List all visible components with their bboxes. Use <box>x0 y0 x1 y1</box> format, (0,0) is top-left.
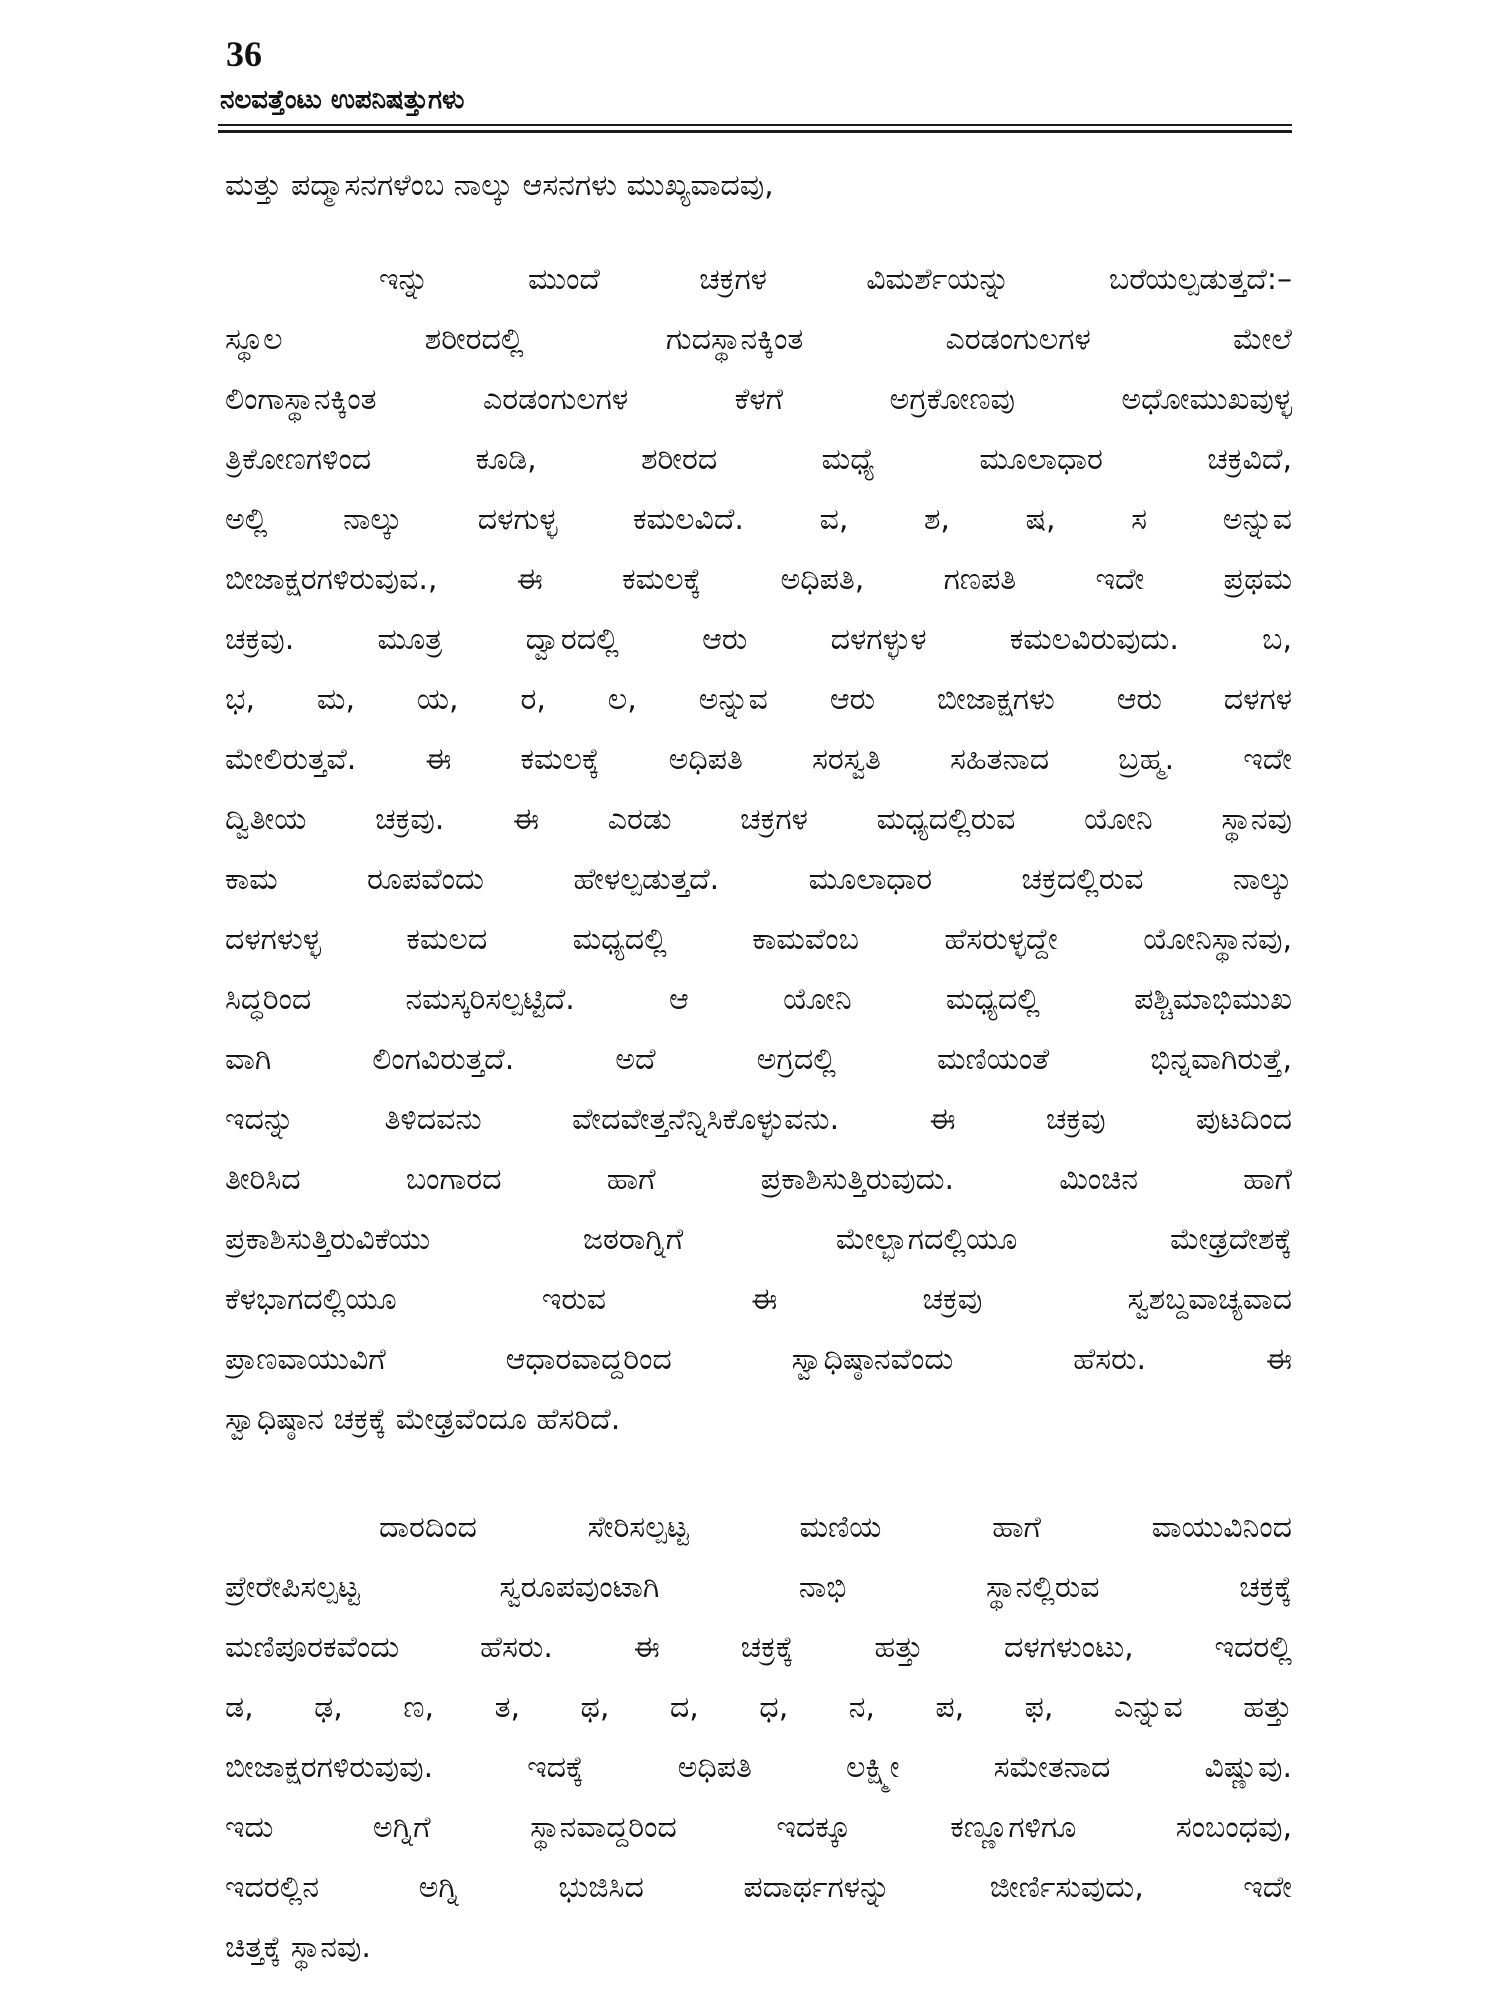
text-line: ತೀರಿಸಿದ ಬಂಗಾರದ ಹಾಗೆ ಪ್ರಕಾಶಿಸುತ್ತಿರುವುದು. ಮಿಂಚಿನ ಹಾಗೆ <box>225 1162 1292 1197</box>
text-line: ದಳಗಳುಳ್ಳ ಕಮಲದ ಮಧ್ಯದಲ್ಲಿ ಕಾಮವೆಂಬ ಹೆಸರುಳ್ಳದ್ದೇ ಯೋನಿಸ್ಥಾನವು, <box>225 922 1292 957</box>
text-line: ಮತ್ತು ಪದ್ಮಾಸನಗಳೆಂಬ ನಾಲ್ಕು ಆಸನಗಳು ಮುಖ್ಯವಾದವು, <box>225 168 774 203</box>
text-line: ಚಕ್ರವು. ಮೂತ್ರ ದ್ವಾರದಲ್ಲಿ ಆರು ದಳಗಳ್ಳುಳ ಕಮಲವಿರುವುದು. ಬ, <box>225 622 1292 657</box>
page-number: 36 <box>226 34 262 74</box>
text-line: ಇದು ಅಗ್ನಿಗೆ ಸ್ಥಾನವಾದ್ದರಿಂದ ಇದಕ್ಕೂ ಕಣ್ಣೂಗಳಿಗೂ ಸಂಬಂಧವು, <box>225 1810 1292 1845</box>
text-line: ಡ, ಢ, ಣ, ತ, ಥ, ದ, ಧ, ನ, ಪ, ಫ, ಎನ್ನುವ ಹತ್ತು <box>225 1690 1292 1725</box>
text-line: ಕೆಳಭಾಗದಲ್ಲಿಯೂ ಇರುವ ಈ ಚಕ್ರವು ಸ್ವಶಬ್ದವಾಚ್ಯವಾದ <box>225 1282 1292 1317</box>
text-line: ಸ್ವಾಧಿಷ್ಠಾನ ಚಕ್ರಕ್ಕೆ ಮೇಢ್ರವೆಂದೂ ಹೆಸರಿದೆ. <box>225 1402 621 1437</box>
running-header: ನಲವತ್ತೆಂಟು ಉಪನಿಷತ್ತುಗಳು <box>220 85 465 115</box>
text-line: ಚಿತ್ತಕ್ಕೆ ಸ್ಥಾನವು. <box>225 1930 371 1965</box>
text-line: ದ್ವಿತೀಯ ಚಕ್ರವು. ಈ ಎರಡು ಚಕ್ರಗಳ ಮಧ್ಯದಲ್ಲಿರುವ ಯೋನಿ ಸ್ಥಾನವು <box>225 802 1292 837</box>
header-rule-top <box>218 124 1292 126</box>
paragraph <box>225 250 1292 1450</box>
text-line: ಕಾಮ ರೂಪವೆಂದು ಹೇಳಲ್ಪಡುತ್ತದೆ. ಮೂಲಾಧಾರ ಚಕ್ರದಲ್ಲಿರುವ ನಾಲ್ಕು <box>225 862 1292 897</box>
text-line: ಬೀಜಾಕ್ಷರಗಳಿರುವುವು. ಇದಕ್ಕೆ ಅಧಿಪತಿ ಲಕ್ಷ್ಮೀ ಸಮೇತನಾದ ವಿಷ್ಣುವು. <box>225 1750 1292 1785</box>
paragraph <box>225 1498 1292 1978</box>
text-line: ದಾರದಿಂದ ಸೇರಿಸಲ್ಪಟ್ಟ ಮಣಿಯ ಹಾಗೆ ವಾಯುವಿನಿಂದ <box>379 1510 1292 1545</box>
text-line: ಸ್ಥೂಲ ಶರೀರದಲ್ಲಿ ಗುದಸ್ಥಾನಕ್ಕಿಂತ ಎರಡಂಗುಲಗಳ ಮೇಲೆ <box>225 322 1292 357</box>
text-line: ವಾಗಿ ಲಿಂಗವಿರುತ್ತದೆ. ಅದೆ ಅಗ್ರದಲ್ಲಿ ಮಣಿಯಂತೆ ಭಿನ್ನವಾಗಿರುತ್ತೆ, <box>225 1042 1292 1077</box>
text-line: ಬೀಜಾಕ್ಷರಗಳಿರುವುವ., ಈ ಕಮಲಕ್ಕೆ ಅಧಿಪತಿ, ಗಣಪತಿ ಇದೇ ಪ್ರಥಮ <box>225 562 1292 597</box>
text-line: ಭ, ಮ, ಯ, ರ, ಲ, ಅನ್ನುವ ಆರು ಬೀಜಾಕ್ಷಗಳು ಆರು ದಳಗಳ <box>225 682 1292 717</box>
paragraph <box>225 156 1292 216</box>
text-line: ಅಲ್ಲಿ ನಾಲ್ಕು ದಳಗುಳ್ಳ ಕಮಲವಿದೆ. ವ, ಶ, ಷ, ಸ ಅನ್ನುವ <box>225 502 1292 537</box>
text-line: ಇದನ್ನು ತಿಳಿದವನು ವೇದವೇತ್ತನೆನ್ನಿಸಿಕೊಳ್ಳುವನು. ಈ ಚಕ್ರವು ಪುಟದಿಂದ <box>225 1102 1292 1137</box>
text-line: ಇನ್ನು ಮುಂದೆ ಚಕ್ರಗಳ ವಿಮರ್ಶೆಯನ್ನು ಬರೆಯಲ್ಪಡುತ್ತದೆ:– <box>379 262 1292 297</box>
text-line: ತ್ರಿಕೋಣಗಳಿಂದ ಕೂಡಿ, ಶರೀರದ ಮಧ್ಯೆ ಮೂಲಾಧಾರ ಚಕ್ರವಿದೆ, <box>225 442 1292 477</box>
text-line: ಮೇಲಿರುತ್ತವೆ. ಈ ಕಮಲಕ್ಕೆ ಅಧಿಪತಿ ಸರಸ್ವತಿ ಸಹಿತನಾದ ಬ್ರಹ್ಮ. ಇದೇ <box>225 742 1292 777</box>
text-line: ಪ್ರಾಣವಾಯುವಿಗೆ ಆಧಾರವಾದ್ದರಿಂದ ಸ್ವಾಧಿಷ್ಠಾನವೆಂದು ಹೆಸರು. ಈ <box>225 1342 1292 1377</box>
text-line: ಮಣಿಪೂರಕವೆಂದು ಹೆಸರು. ಈ ಚಕ್ರಕ್ಕೆ ಹತ್ತು ದಳಗಳುಂಟು, ಇದರಲ್ಲಿ <box>225 1630 1292 1665</box>
text-line: ಲಿಂಗಾಸ್ಥಾನಕ್ಕಿಂತ ಎರಡಂಗುಲಗಳ ಕೆಳಗೆ ಅಗ್ರಕೋಣವು ಅಧೋಮುಖವುಳ್ಳ <box>225 382 1292 417</box>
text-line: ಪ್ರಕಾಶಿಸುತ್ತಿರುವಿಕೆಯು ಜಠರಾಗ್ನಿಗೆ ಮೇಲ್ಭಾಗದಲ್ಲಿಯೂ ಮೇಢ್ರದೇಶಕ್ಕೆ <box>225 1222 1292 1257</box>
text-line: ಸಿದ್ಧರಿಂದ ನಮಸ್ಕರಿಸಲ್ಪಟ್ಟಿದೆ. ಆ ಯೋನಿ ಮಧ್ಯದಲ್ಲಿ ಪಶ್ಚಿಮಾಭಿಮುಖ <box>225 982 1292 1017</box>
text-line: ಇದರಲ್ಲಿನ ಅಗ್ನಿ ಭುಜಿಸಿದ ಪದಾರ್ಥಗಳನ್ನು ಜೀರ್ಣಿಸುವುದು, ಇದೇ <box>225 1870 1292 1905</box>
text-line: ಪ್ರೇರೇಪಿಸಲ್ಪಟ್ಟ ಸ್ವರೂಪವುಂಟಾಗಿ ನಾಭಿ ಸ್ಥಾನಲ್ಲಿರುವ ಚಕ್ರಕ್ಕೆ <box>225 1570 1292 1605</box>
header-rule-bottom <box>218 130 1292 133</box>
